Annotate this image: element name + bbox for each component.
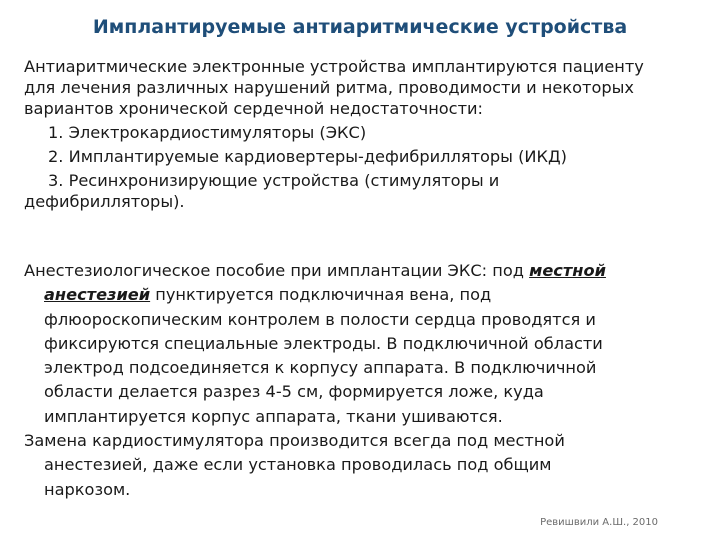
replacement-line-1: Замена кардиостимулятора производится всегда под местной [24, 431, 565, 451]
slide-title: Имплантируемые антиаритмические устройства [92, 16, 628, 38]
anesthesia-lead: Анестезиологическое пособие при имплантации ЭКС: под [24, 261, 530, 280]
anesthesia-line-1 [24, 259, 704, 283]
anesthesia-line-5: электрод подсоединяется к корпусу аппарата. В подключичной [44, 358, 597, 378]
anesthesia-line-7: имплантируется корпус аппарата, ткани ушиваются. [44, 406, 503, 426]
device-item-1: 1. Электрокардиостимуляторы (ЭКС) [48, 123, 367, 142]
anesthesia-line-2 [24, 283, 704, 307]
emphasis-local: местной [529, 261, 606, 280]
intro-block [24, 56, 704, 212]
anesthesia-block [24, 259, 704, 502]
replacement-line-2: анестезией, даже если установка проводилась под общим [44, 455, 552, 475]
device-item-3: 3. Ресинхронизирующие устройства (стимуляторы и [48, 171, 500, 190]
intro-line-3: вариантов хронической сердечной недостаточности: [24, 99, 483, 118]
anesthesia-line-4: фиксируются специальные электроды. В подключичной области [44, 333, 603, 353]
anesthesia-line-2-rest: пунктируется подключичная вена, под [150, 285, 492, 305]
emphasis-anesthesia: анестезией [44, 285, 151, 305]
replacement-line-3: наркозом. [44, 479, 131, 499]
intro-line-1: Антиаритмические электронные устройства имплантируются пациенту [24, 57, 644, 76]
anesthesia-line-3: флюороскопическим контролем в полости сердца проводятся и [44, 309, 596, 329]
footer-citation: Ревишвили А.Ш., 2010 [540, 517, 658, 528]
intro-line-2: для лечения различных нарушений ритма, проводимости и некоторых [24, 78, 634, 97]
device-item-3-continuation: дефибрилляторы). [24, 192, 185, 211]
anesthesia-line-6: области делается разрез 4-5 см, формируется ложе, куда [44, 382, 544, 402]
device-item-2: 2. Имплантируемые кардиовертеры-дефибрилляторы (ИКД) [48, 147, 567, 166]
